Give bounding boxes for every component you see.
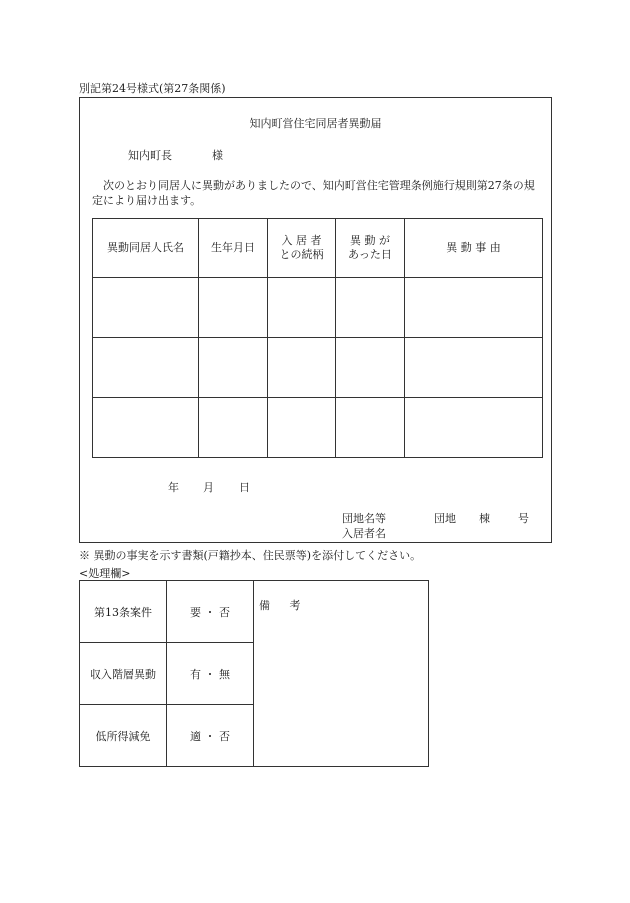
header-change-date-line2: あった日 [348, 248, 392, 261]
cell-relation[interactable] [268, 338, 336, 398]
processing-choice: 有 ・ 無 [167, 643, 254, 705]
danchi-field: 団地 [434, 512, 456, 525]
honorific: 様 [212, 149, 223, 162]
cell-change-date[interactable] [336, 338, 405, 398]
resident-name-label: 入居者名 [342, 527, 386, 540]
header-relation [268, 219, 336, 278]
header-reason: 異 動 事 由 [405, 219, 543, 278]
cell-name[interactable] [93, 338, 199, 398]
processing-item: 収入階層異動 [80, 643, 167, 705]
date-year-label: 年 [168, 481, 179, 494]
table-header-row [93, 219, 543, 278]
cell-reason[interactable] [405, 278, 543, 338]
header-change-date [336, 219, 405, 278]
table-row [80, 581, 429, 643]
table-row [93, 398, 543, 458]
remarks-cell [254, 581, 429, 767]
cell-name[interactable] [93, 398, 199, 458]
processing-label: <処理欄> [79, 567, 131, 580]
header-birth: 生年月日 [199, 219, 268, 278]
cell-reason[interactable] [405, 338, 543, 398]
processing-choice: 適 ・ 否 [167, 705, 254, 767]
danchi-name-label: 団地名等 [342, 512, 386, 525]
body-text: 次のとおり同居人に異動がありましたので、知内町営住宅管理条例施行規則第27条の規定により届け出ます。 [92, 179, 535, 207]
cohabitant-table [92, 218, 543, 458]
header-change-date-line1: 異 動 が [350, 234, 390, 247]
cell-change-date[interactable] [336, 398, 405, 458]
form-caption: 別記第24号様式(第27条関係) [79, 82, 226, 95]
building-field: 棟 [479, 512, 490, 525]
date-month-label: 月 [203, 481, 214, 494]
notification-form [79, 97, 552, 543]
cell-birth[interactable] [199, 398, 268, 458]
unit-number-field: 号 [518, 512, 529, 525]
cell-relation[interactable] [268, 278, 336, 338]
processing-choice: 要 ・ 否 [167, 581, 254, 643]
table-row [93, 278, 543, 338]
cell-name[interactable] [93, 278, 199, 338]
header-relation-line2: との続柄 [279, 248, 324, 261]
remarks-label: 備 考 [259, 599, 309, 612]
header-relation-line1: 入 居 者 [281, 234, 322, 247]
attachment-note: ※ 異動の事実を示す書類(戸籍抄本、住民票等)を添付してください。 [79, 549, 422, 562]
processing-table [79, 580, 429, 767]
date-day-label: 日 [239, 481, 250, 494]
table-row [93, 338, 543, 398]
cell-birth[interactable] [199, 338, 268, 398]
addressee: 知内町長 [128, 149, 172, 162]
processing-item: 低所得減免 [80, 705, 167, 767]
cell-birth[interactable] [199, 278, 268, 338]
form-title: 知内町営住宅同居者異動届 [249, 117, 382, 130]
cell-relation[interactable] [268, 398, 336, 458]
cell-change-date[interactable] [336, 278, 405, 338]
header-name: 異動同居人氏名 [93, 219, 199, 278]
processing-item: 第13条案件 [80, 581, 167, 643]
cell-reason[interactable] [405, 398, 543, 458]
